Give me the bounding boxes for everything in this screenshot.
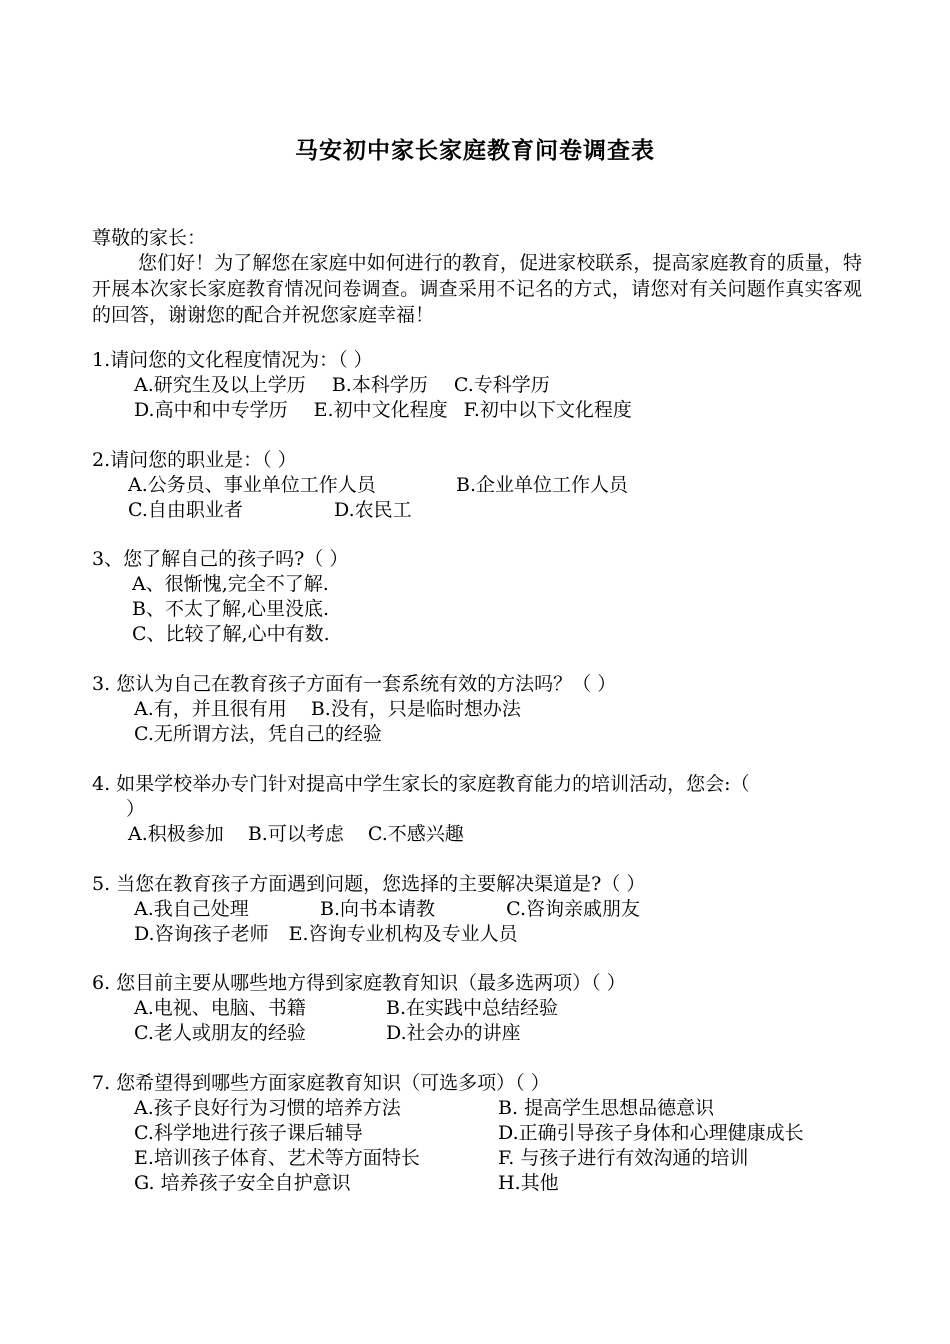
question-4-options	[128, 822, 464, 846]
q3a-option-b: B、不太了解,心里没底.	[132, 598, 330, 620]
q7-option-a: A.孩子良好行为习惯的培养方法	[134, 1097, 401, 1119]
q1-option-a: A.研究生及以上学历	[134, 374, 306, 396]
q5-option-e: E.咨询专业机构及专业人员	[288, 923, 518, 945]
question-5-options-row-2	[134, 922, 518, 946]
q2-option-b: B.企业单位工作人员	[456, 474, 629, 496]
question-1: 1.请问您的文化程度情况为：（ ）	[92, 349, 373, 371]
q1-option-c: C.专科学历	[453, 374, 550, 396]
q2-option-d: D.农民工	[334, 499, 412, 521]
question-7-options-row-1	[134, 1096, 714, 1120]
q2-option-a: A.公务员、事业单位工作人员	[128, 474, 376, 496]
q1-option-d: D.高中和中专学历	[134, 399, 288, 421]
q6-option-d: D.社会办的讲座	[386, 1022, 521, 1044]
q6-option-b: B.在实践中总结经验	[386, 997, 559, 1019]
question-7-options-row-3	[134, 1146, 748, 1170]
q3b-option-c: C.无所谓方法，凭自己的经验	[134, 723, 382, 745]
q1-option-e: E.初中文化程度	[313, 399, 448, 421]
q3b-option-a: A.有，并且很有用	[134, 698, 287, 720]
q7-option-c: C.科学地进行孩子课后辅导	[134, 1122, 363, 1144]
question-7-options-row-2	[134, 1121, 804, 1145]
question-7: 7. 您希望得到哪些方面家庭教育知识（可选多项）（ ）	[92, 1072, 550, 1094]
q5-option-d: D.咨询孩子老师	[134, 923, 269, 945]
q5-option-a: A.我自己处理	[134, 898, 249, 920]
intro-paragraph: 您们好！为了解您在家庭中如何进行的教育，促进家校联系，提高家庭教育的质量，特开展本次家长家庭教育情况问卷调查。调查采用不记名的方式，请您对有关问题作真实客观的回答，谢谢您的配合并祝您家庭幸福！	[92, 252, 862, 326]
question-6-options-row-1	[134, 996, 558, 1020]
question-1-options-row-2	[134, 398, 632, 422]
question-4: 4. 如果学校举办专门针对提高中学生家长的家庭教育能力的培训活动，您会:（	[92, 773, 750, 795]
q1-option-f: F.初中以下文化程度	[463, 399, 632, 421]
question-2: 2.请问您的职业是：（ ）	[92, 449, 297, 471]
q4-option-c: C.不感兴趣	[367, 823, 464, 845]
q6-option-c: C.老人或朋友的经验	[134, 1022, 306, 1044]
question-4-continued: ）	[126, 798, 146, 820]
q7-option-e: E.培训孩子体育、艺术等方面特长	[134, 1147, 420, 1169]
question-6-options-row-2	[134, 1021, 521, 1045]
q7-option-d: D.正确引导孩子身体和心理健康成长	[498, 1122, 804, 1144]
question-7-options-row-4	[134, 1171, 559, 1195]
question-2-options-row-1	[128, 473, 628, 497]
q7-option-b: B. 提高学生思想品德意识	[498, 1097, 715, 1119]
q3b-option-b: B.没有，只是临时想办法	[310, 698, 521, 720]
q1-option-b: B.本科学历	[331, 374, 428, 396]
q4-option-a: A.积极参加	[128, 823, 224, 845]
question-3b: 3. 您认为自己在教育孩子方面有一套系统有效的方法吗？（ ）	[92, 673, 617, 695]
question-1-options-row-1	[134, 373, 550, 397]
q6-option-a: A.电视、电脑、书籍	[134, 997, 306, 1019]
q3a-option-a: A、很惭愧,完全不了解.	[132, 573, 329, 595]
question-6: 6. 您目前主要从哪些地方得到家庭教育知识（最多选两项）（ ）	[92, 972, 626, 994]
q7-option-g: G. 培养孩子安全自护意识	[134, 1172, 351, 1194]
question-5: 5. 当您在教育孩子方面遇到问题，您选择的主要解决渠道是?（ ）	[92, 873, 646, 895]
question-2-options-row-2	[128, 498, 412, 522]
q7-option-f: F. 与孩子进行有效沟通的培训	[498, 1147, 749, 1169]
question-5-options-row-1	[134, 897, 640, 921]
q2-option-c: C.自由职业者	[128, 499, 243, 521]
question-3a: 3、您了解自己的孩子吗?（ ）	[92, 548, 349, 570]
q4-option-b: B.可以考虑	[247, 823, 344, 845]
q3a-option-c: C、比较了解,心中有数.	[132, 623, 330, 645]
q5-option-b: B.向书本请教	[320, 898, 436, 920]
page-title: 马安初中家长家庭教育问卷调查表	[295, 137, 655, 164]
question-3b-options-row-1	[134, 697, 521, 721]
q7-option-h: H.其他	[498, 1172, 559, 1194]
q5-option-c: C.咨询亲戚朋友	[506, 898, 640, 920]
greeting: 尊敬的家长：	[92, 227, 207, 249]
